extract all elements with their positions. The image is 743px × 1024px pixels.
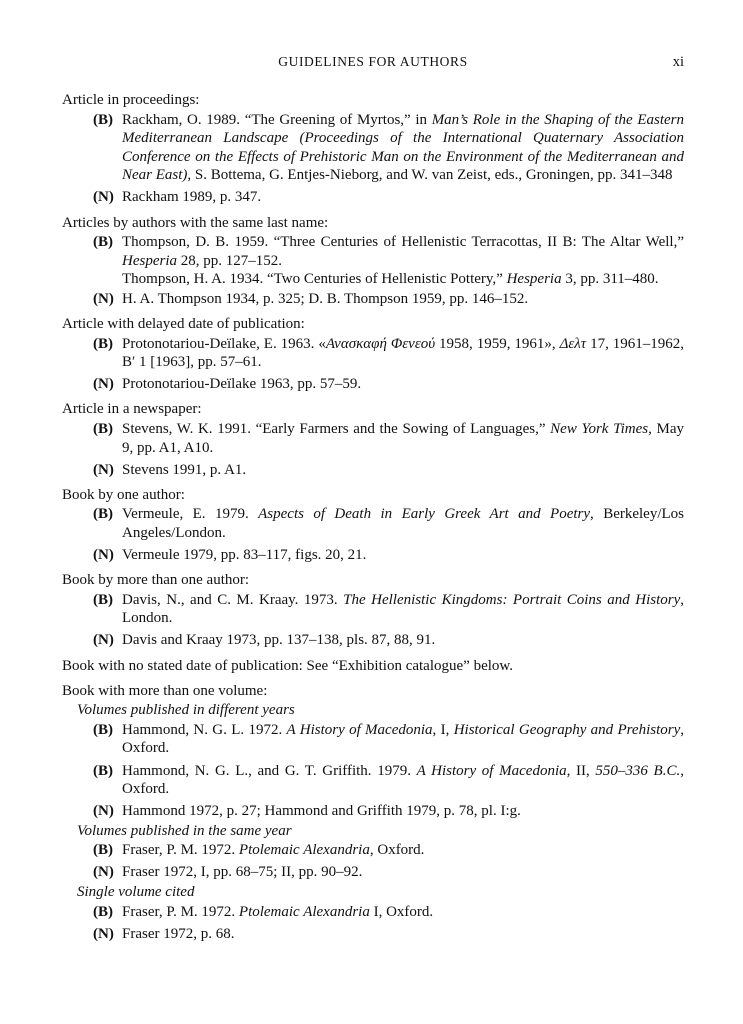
citation-text: , I, — [432, 721, 454, 738]
citation-text: Thompson, D. B. 1959. “Three Centuries of Hellenistic Terracottas, II B: The Altar Well,” — [122, 234, 684, 251]
citation-section — [62, 400, 684, 479]
citation-section — [62, 214, 684, 309]
citation-text: Protonotariou-Deïlake, E. 1963. « — [122, 335, 326, 352]
italic-title-text: Δελτ — [559, 335, 587, 352]
subsection-heading: Single volume cited — [77, 884, 195, 901]
italic-title-text: Man’s Role in the Shaping of the Eastern Mediterranean Landscape (Proceedings of the International Quaternary Association Conference on the Effects of Prehistoric Man on the Environment of the Mediterranean and Near East) — [122, 111, 684, 184]
citation-text: Rackham, O. 1989. “The Greening of Myrtos,” in — [122, 111, 432, 128]
section-heading: Book with more than one volume: — [62, 682, 268, 699]
italic-title-text: Hesperia — [506, 271, 562, 288]
citation-text: Stevens 1991, p. A1. — [122, 461, 247, 478]
section-heading: Book with no stated date of publication: See “Exhibition catalogue” below. — [62, 657, 513, 674]
citation-text: , London. — [122, 591, 684, 627]
note-entry — [62, 188, 684, 207]
italic-title-text: A History of Macedonia — [416, 762, 567, 779]
citation-text: , Berkeley/Los Angeles/London. — [122, 506, 685, 541]
note-entry — [62, 290, 684, 309]
note-entry — [62, 925, 684, 944]
entry-type-tag: (B) — [93, 762, 113, 779]
italic-title-text: Historical Geography and Prehistory — [453, 721, 681, 738]
bibliography-entry — [62, 233, 684, 270]
italic-title-text: Ptolemaic Alexandria — [238, 903, 370, 920]
citation-text: , Oxford. — [122, 762, 684, 798]
italic-title-text: The Hellenistic Kingdoms: Portrait Coins and History — [343, 591, 681, 608]
entry-type-tag: (N) — [93, 864, 114, 881]
entry-type-tag: (B) — [93, 506, 113, 523]
bibliography-entry — [62, 591, 684, 628]
citation-text: Stevens, W. K. 1991. “Early Farmers and the Sowing of Languages,” — [122, 421, 551, 437]
citation-text: Fraser 1972, I, pp. 68–75; II, pp. 90–92. — [122, 864, 363, 881]
entry-type-tag: (N) — [93, 803, 114, 820]
citation-text: Hammond, N. G. L. 1972. — [122, 721, 287, 738]
entry-type-tag: (B) — [93, 335, 113, 352]
section-heading: Articles by authors with the same last name: — [62, 214, 329, 231]
note-entry — [62, 863, 684, 882]
italic-title-text: Hesperia — [122, 252, 177, 269]
entry-type-tag: (N) — [93, 376, 114, 393]
citation-text: Rackham 1989, p. 347. — [122, 189, 262, 206]
note-entry — [62, 802, 684, 821]
citation-text: Fraser, P. M. 1972. — [122, 842, 239, 859]
citation-text: Hammond 1972, p. 27; Hammond and Griffith 1979, p. 78, pl. I:g. — [122, 803, 521, 820]
page-body — [62, 91, 684, 950]
italic-title-text: Ανασκαφή Φενεού — [325, 335, 436, 352]
entry-type-tag: (N) — [93, 632, 114, 649]
section-heading: Article in proceedings: — [62, 92, 200, 108]
section-heading: Book by more than one author: — [62, 572, 250, 589]
entry-type-tag: (B) — [93, 842, 113, 859]
citation-text: , Oxford. — [122, 721, 685, 757]
bibliography-entry — [62, 762, 684, 799]
subsection-heading: Volumes published in the same year — [77, 822, 292, 839]
citation-text: 28, pp. 127–152. — [177, 252, 282, 269]
entry-type-tag: (N) — [93, 547, 114, 564]
bibliography-entry — [62, 721, 684, 758]
note-entry — [62, 631, 684, 650]
running-head — [62, 54, 684, 74]
citation-text: Davis and Kraay 1973, pp. 137–138, pls. 87, 88, 91. — [122, 632, 436, 649]
bibliography-entry — [62, 111, 684, 185]
citation-section — [62, 91, 684, 207]
running-head-title: GUIDELINES FOR AUTHORS — [278, 54, 468, 69]
subsection-heading: Volumes published in different years — [77, 702, 295, 719]
citation-section — [62, 657, 684, 676]
entry-type-tag: (B) — [93, 234, 113, 251]
bibliography-entry — [62, 335, 684, 372]
section-heading: Article with delayed date of publication: — [62, 316, 305, 333]
citation-text: Fraser, P. M. 1972. — [122, 903, 239, 920]
citation-text: Vermeule 1979, pp. 83–117, figs. 20, 21. — [122, 547, 367, 564]
citation-text: Vermeule, E. 1979. — [122, 506, 259, 523]
entry-type-tag: (B) — [93, 721, 113, 738]
entry-type-tag: (N) — [93, 461, 114, 478]
note-entry — [62, 546, 684, 565]
section-heading: Article in a newspaper: — [62, 401, 202, 418]
bibliography-entry — [62, 505, 684, 542]
entry-type-tag: (N) — [93, 290, 114, 307]
entry-type-tag: (B) — [93, 591, 113, 608]
citation-section — [62, 571, 684, 650]
bibliography-entry-continuation — [62, 270, 684, 289]
section-heading: Book by one author: — [62, 486, 185, 503]
bibliography-entry — [62, 420, 684, 457]
citation-section — [62, 486, 684, 565]
citation-text: 3, pp. 311–480. — [561, 271, 659, 288]
citation-text: , S. Bottema, G. Entjes-Nieborg, and W. van Zeist, eds., Groningen, pp. 341–348 — [187, 167, 673, 184]
citation-text: Davis, N., and C. M. Kraay. 1973. — [122, 591, 344, 608]
note-entry — [62, 375, 684, 394]
italic-title-text: Aspects of Death in Early Greek Art and Poetry — [258, 506, 591, 523]
citation-text: H. A. Thompson 1934, p. 325; D. B. Thompson 1959, pp. 146–152. — [122, 290, 529, 307]
citation-text: Protonotariou-Deïlake 1963, pp. 57–59. — [122, 376, 362, 393]
bibliography-entry — [62, 903, 684, 922]
italic-title-text: A History of Macedonia — [286, 721, 433, 738]
citation-text: , Oxford. — [369, 842, 425, 859]
citation-text: 1958, 1959, 1961», — [435, 335, 560, 352]
bibliography-entry — [62, 841, 684, 860]
page-number: xi — [672, 54, 684, 70]
citation-text: Hammond, N. G. L., and G. T. Griffith. 1979. — [122, 762, 417, 779]
citation-text: , II, — [566, 762, 596, 779]
citation-section — [62, 315, 684, 394]
citation-text: 17, 1961–1962, B′ 1 [1963], pp. 57–61. — [122, 335, 685, 371]
italic-title-text: New York Times — [550, 421, 649, 437]
entry-type-tag: (B) — [93, 421, 113, 437]
entry-type-tag: (B) — [93, 111, 113, 128]
entry-type-tag: (N) — [93, 189, 114, 206]
italic-title-text: 550–336 B.C. — [595, 762, 681, 779]
note-entry — [62, 461, 684, 480]
citation-text: Fraser 1972, p. 68. — [122, 925, 235, 942]
citation-text: , May 9, pp. A1, A10. — [122, 421, 685, 456]
entry-type-tag: (N) — [93, 925, 114, 942]
citation-text: Thompson, H. A. 1934. “Two Centuries of Hellenistic Pottery,” — [122, 271, 507, 288]
citation-section — [62, 682, 684, 944]
italic-title-text: Ptolemaic Alexandria — [238, 842, 370, 859]
entry-type-tag: (B) — [93, 903, 113, 920]
citation-text: I, Oxford. — [369, 903, 434, 920]
